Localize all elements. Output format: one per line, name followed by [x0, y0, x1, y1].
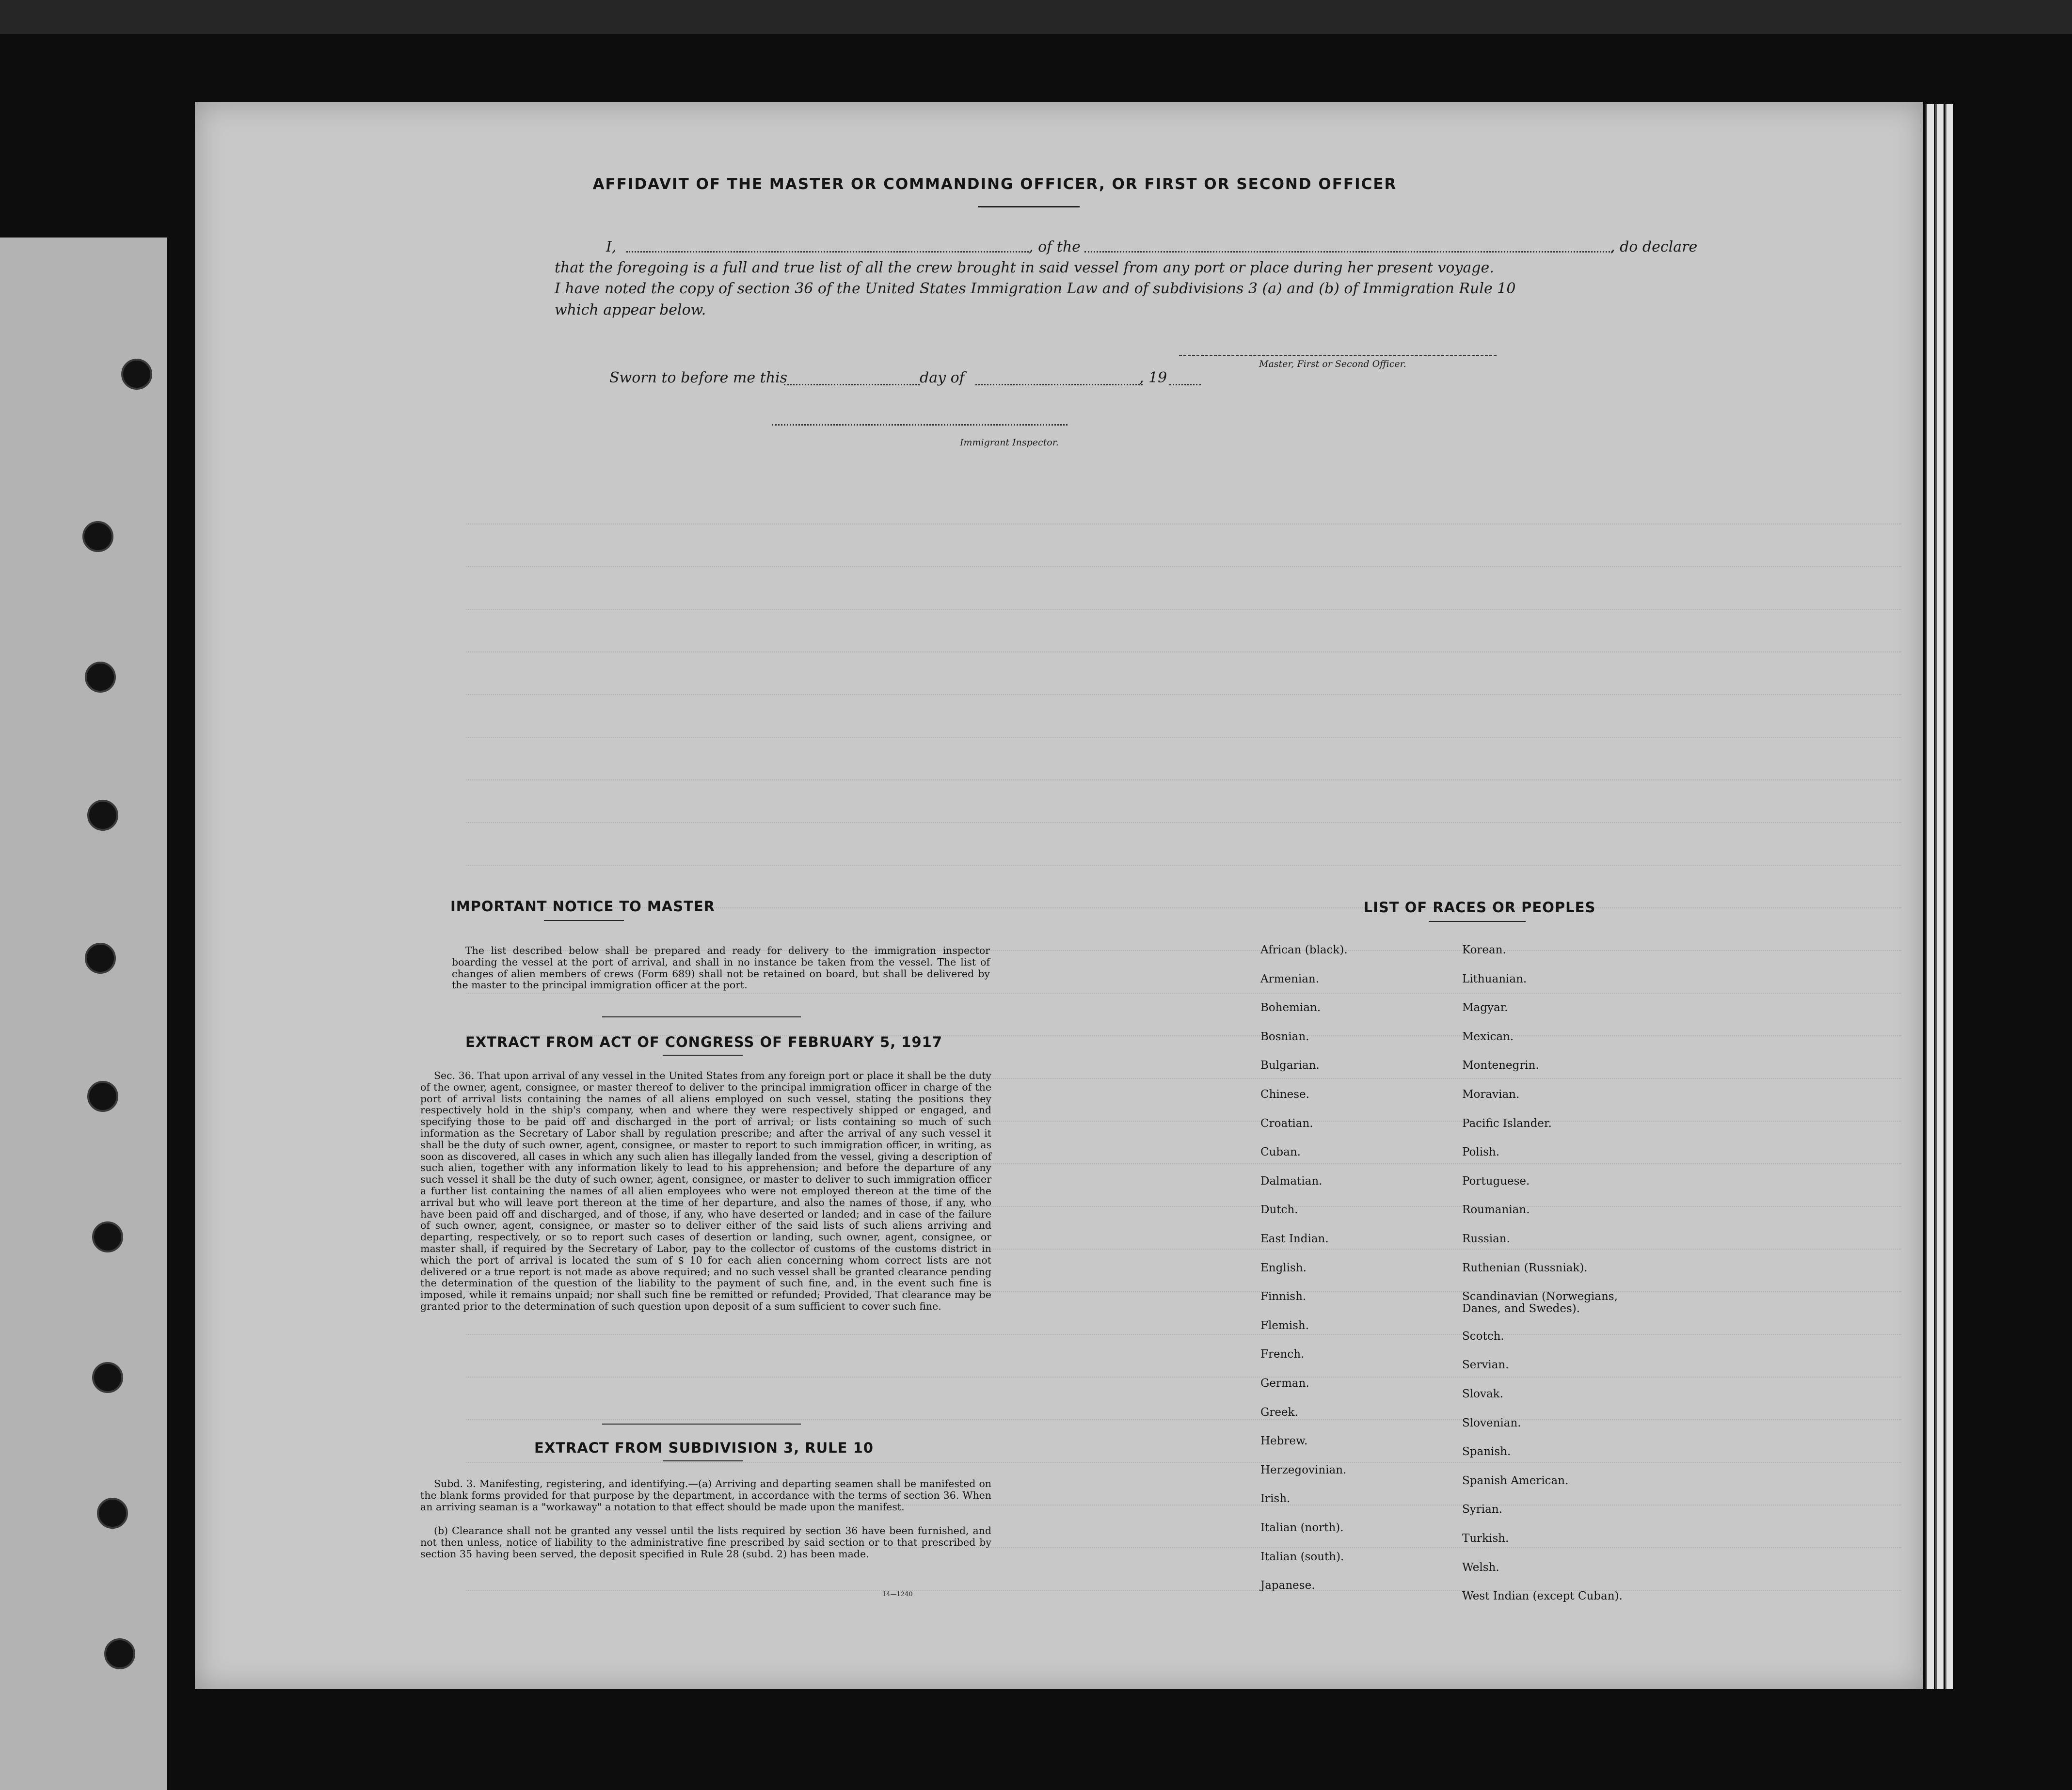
name-field[interactable] [626, 251, 1029, 253]
binder-hole [87, 800, 118, 831]
race-item: Armenian. [1260, 972, 1320, 985]
master-signature-line[interactable] [1179, 355, 1497, 356]
race-item: Pacific Islander. [1462, 1117, 1552, 1130]
race-item: Hebrew. [1260, 1435, 1308, 1448]
notice-rule [544, 920, 624, 921]
race-item: Irish. [1260, 1492, 1291, 1505]
binder-hole [92, 1362, 123, 1393]
rule-subdivision-b: (b) Clearance shall not be granted any vessel until the lists required by section 36 have been furnished, and not then unless, notice of liability to the administrative fine prescribed by said section or to that prescribed by section 35 having been served, the deposit specified in Rule 28 (subd. 2) has been made. [420, 1525, 991, 1560]
race-item: Italian (south). [1260, 1550, 1344, 1563]
binder-hole [121, 359, 152, 390]
race-item: Servian. [1462, 1359, 1509, 1372]
race-item: Korean. [1462, 944, 1506, 956]
binder-hole [85, 662, 116, 693]
race-item: Mexican. [1462, 1030, 1514, 1043]
race-item: West Indian (except Cuban). [1462, 1590, 1623, 1603]
binder-hole [104, 1638, 135, 1669]
document-page [195, 102, 1923, 1689]
race-item: Croatian. [1260, 1117, 1313, 1130]
race-item: Russian. [1462, 1233, 1510, 1245]
race-item: Spanish. [1462, 1445, 1511, 1458]
inspector-label: Immigrant Inspector. [960, 437, 1059, 448]
race-item: Bosnian. [1260, 1030, 1309, 1043]
race-item: Chinese. [1260, 1088, 1309, 1101]
binder-hole [92, 1221, 123, 1252]
race-item: Dalmatian. [1260, 1174, 1323, 1188]
affidavit-line4: which appear below. [555, 301, 706, 318]
race-item: Lithuanian. [1462, 972, 1527, 985]
race-item: Ruthenian (Russniak). [1462, 1261, 1588, 1274]
race-item: Syrian. [1462, 1503, 1502, 1516]
race-item: Bohemian. [1260, 1001, 1321, 1014]
races-rule [1429, 921, 1526, 922]
race-item: Roumanian. [1462, 1204, 1530, 1217]
year-label: , 19 [1139, 369, 1167, 386]
act-section-36: Sec. 36. That upon arrival of any vessel in the United States from any foreign port or place it shall be the duty of the owner, agent, consignee, or master thereof to deliver to the principal immigration officer in charge of the port of arrival lists containing the names of all aliens employed on such vessel, stating the positions they respectively hold in the ship's company, when and where they were respectively shipped or engaged, and specifying those to be paid off and discharged in the port of arrival; or lists containing so much of such information as the Secretary of Labor shall by regulation prescribe; and after the arrival of any such vessel it shall be the duty of such owner, agent, consignee, or master to report to such immigration officer, in writing, as soon as discovered, all cases in which any such alien has illegally landed from the vessel, giving a description of such alien, together with any information likely to lead to his apprehension; and before the departure of any such vessel it shall be the duty of such owner, agent, consignee, or master to deliver to such immigration officer a further list containing the names of all alien employees who were not employed thereon at the time of the arrival but who will leave port thereon at the time of her departure, and also the names of those, if any, who have been paid off and discharged, and of those, if any, who have deserted or landed; and in case of the failure of such owner, agent, consignee, or master so to deliver either of the said lists of such aliens arriving and departing, respectively, or so to report such cases of desertion or landing, such owner, agent, consignee, or master shall, if required by the Secretary of Labor, pay to the collector of customs of the customs district in which the port of arrival is located the sum of $ 10 for each alien concerning whom correct lists are not delivered or a true report is not made as above required; and no such vessel shall be granted clearance pending the determination of the question of the liability to the payment of such fine, and, in the event such fine is imposed, while it remains unpaid; nor shall such fine be remitted or refunded; Provided, That clearance may be granted prior to the determination of such question upon deposit of a sum sufficient to cover such fine. [420, 1070, 991, 1312]
vessel-field[interactable] [1084, 251, 1613, 253]
race-item: Slovenian. [1462, 1416, 1521, 1429]
race-item: Montenegrin. [1462, 1059, 1539, 1072]
race-item: Greek. [1260, 1406, 1298, 1419]
race-item: Magyar. [1462, 1001, 1508, 1014]
race-item: Japanese. [1260, 1579, 1315, 1592]
binder-strip [0, 238, 167, 1790]
rule-rule [663, 1460, 743, 1461]
rule-subdivision-a: Subd. 3. Manifesting, registering, and identifying.—(a) Arriving and departing seamen shall be manifested on the blank forms provided for that purpose by the department, in accordance with the terms of section 36. When an arriving seaman is a "workaway" a notation to that effect should be made upon the manifest. [420, 1478, 991, 1513]
race-item: African (black). [1260, 944, 1348, 956]
binder-hole [87, 1081, 118, 1112]
race-item: Dutch. [1260, 1204, 1298, 1217]
page-edge [1926, 104, 1934, 1689]
race-item: Finnish. [1260, 1290, 1307, 1303]
race-item: Scandinavian (Norwegians, Danes, and Swedes). [1462, 1290, 1618, 1315]
race-item: Cuban. [1260, 1146, 1301, 1159]
race-item: Spanish American. [1462, 1474, 1569, 1487]
race-item: Slovak. [1462, 1388, 1503, 1400]
section-rule [602, 1016, 801, 1017]
title-rule [978, 206, 1080, 207]
race-item: Italian (north). [1260, 1521, 1344, 1534]
binder-hole [85, 943, 116, 974]
binder-hole [82, 521, 113, 552]
page-edge [1945, 104, 1953, 1689]
race-item: English. [1260, 1261, 1307, 1274]
act-rule [663, 1055, 743, 1056]
day-of-label: day of [920, 369, 965, 386]
inspector-signature-line[interactable] [772, 424, 1068, 426]
notice-text: The list described below shall be prepared and ready for delivery to the immigration inspector boarding the vessel at the port of arrival, and shall in no instance be taken from the vessel. The list of changes of alien members of crews (Form 689) shall not be retained on board, but shall be delivered by the master to the principal immigration officer at the port. [452, 945, 990, 991]
race-item: Scotch. [1462, 1330, 1504, 1343]
sworn-label: Sworn to before me this [609, 369, 788, 386]
affidavit-line2: that the foregoing is a full and true list of all the crew brought in said vessel from any port or place during her present voyage. [555, 259, 1494, 276]
race-item: Turkish. [1462, 1532, 1509, 1545]
race-item: Herzegovinian. [1260, 1463, 1347, 1476]
affidavit-i: I, [606, 238, 617, 255]
race-item: Portuguese. [1462, 1174, 1530, 1188]
binder-hole [97, 1498, 128, 1529]
race-item: German. [1260, 1377, 1309, 1390]
notice-title: IMPORTANT NOTICE TO MASTER [450, 898, 716, 915]
affidavit-of-the: , of the [1029, 238, 1081, 255]
race-item: Polish. [1462, 1146, 1500, 1159]
affidavit-declare: , do declare [1610, 238, 1698, 255]
page-edge [1935, 104, 1944, 1689]
race-item: Moravian. [1462, 1088, 1520, 1101]
sworn-day-field[interactable] [784, 384, 920, 385]
race-item: French. [1260, 1348, 1305, 1361]
race-item: East Indian. [1260, 1233, 1329, 1245]
race-item: Bulgarian. [1260, 1059, 1320, 1072]
affidavit-title: AFFIDAVIT OF THE MASTER OR COMMANDING OFFICER, OR FIRST OR SECOND OFFICER [592, 175, 1397, 193]
affidavit-line3: I have noted the copy of section 36 of the United States Immigration Law and of subdivisions 3 (a) and (b) of Immigration Rule 10 [555, 280, 1516, 297]
scanner-frame-top [0, 0, 2072, 34]
race-item: Welsh. [1462, 1561, 1499, 1574]
race-item: Flemish. [1260, 1319, 1309, 1332]
sworn-year-field[interactable] [1169, 384, 1201, 385]
form-number: 14—1240 [882, 1591, 913, 1598]
sworn-month-field[interactable] [975, 384, 1143, 385]
master-signature-label: Master, First or Second Officer. [1259, 359, 1406, 369]
act-title: EXTRACT FROM ACT OF CONGRESS OF FEBRUARY 5, 1917 [465, 1034, 943, 1050]
races-title: LIST OF RACES OR PEOPLES [1363, 899, 1596, 916]
rule-title: EXTRACT FROM SUBDIVISION 3, RULE 10 [534, 1440, 874, 1456]
section-rule [602, 1424, 801, 1425]
